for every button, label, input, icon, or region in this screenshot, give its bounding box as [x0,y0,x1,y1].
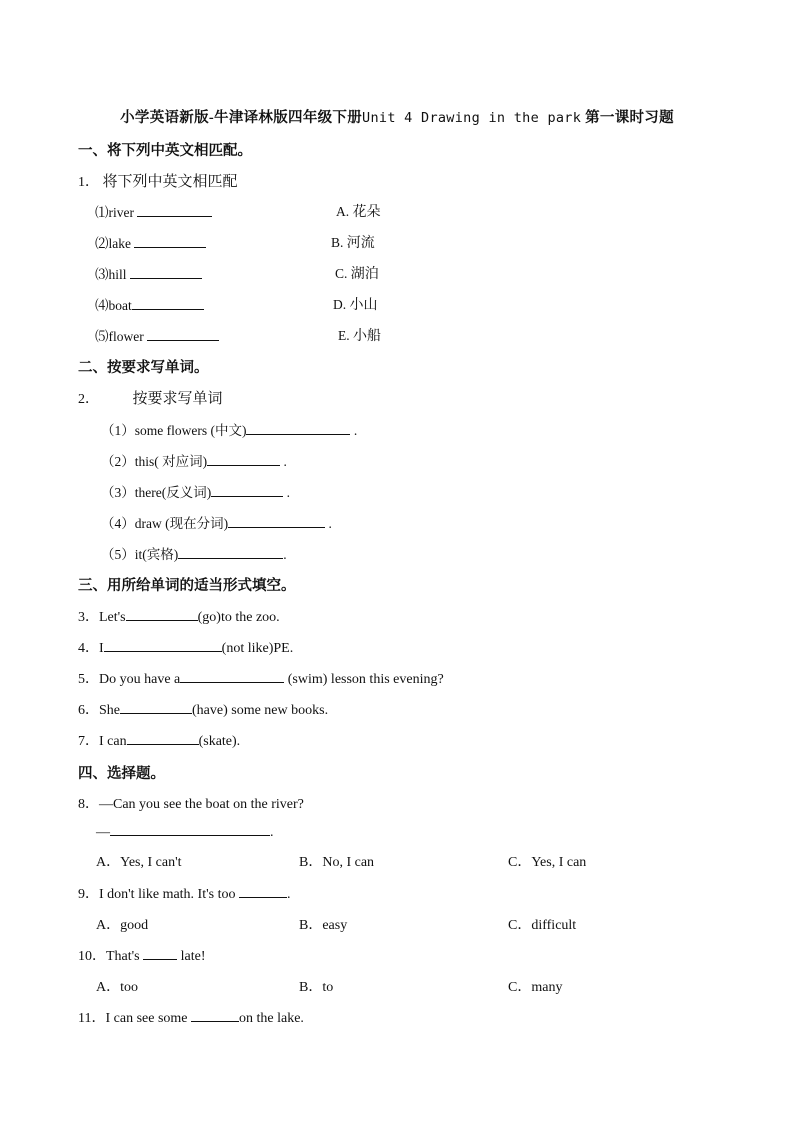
subquestion-4 [101,512,332,532]
question-2 [78,387,223,408]
subquestion-text: there(反义词) [134,485,212,500]
answer-blank[interactable] [126,608,198,621]
answer-blank[interactable] [228,515,325,528]
question-text: I can [99,734,127,749]
question-3 [78,606,280,626]
item-word: hill [108,267,127,282]
question-number: 8． [78,797,99,812]
match-item-2 [95,232,206,252]
answer-blank[interactable] [137,204,212,217]
subquestion-number: （5） [101,547,135,562]
dash: — [96,825,110,840]
match-option-b [331,232,375,252]
question-text: She [99,703,120,718]
item-number: ⑶ [95,267,109,282]
match-item-5 [95,325,219,345]
question-1 [78,170,238,191]
option-text: 小船 [353,328,381,344]
period: . [283,454,287,469]
period: . [286,485,290,500]
question-text: I can see some [105,1011,188,1026]
match-item-3 [95,263,202,283]
subquestion-text: some flowers (中文) [134,423,247,438]
question-number: 2． [78,392,99,407]
question-text: (not like)PE. [221,641,294,656]
match-option-d [333,294,378,314]
item-word: boat [108,298,132,313]
match-item-1 [95,201,212,221]
item-number: ⑴ [95,205,109,220]
answer-blank[interactable] [147,328,219,341]
title-part3: 第一课时习题 [585,110,674,126]
question-prompt: 按要求写单词 [132,389,223,407]
subquestion-number: （3） [101,485,135,500]
subquestion-number: （4） [101,516,135,531]
subquestion-1 [101,419,357,439]
question-number: 9． [78,887,99,902]
option-a[interactable]: A．too [96,980,138,995]
title-part1: 小学英语新版-牛津译林版四年级下册 [120,110,363,126]
question-4 [78,637,293,657]
answer-blank[interactable] [104,639,222,652]
answer-blank[interactable] [180,670,284,683]
question-prompt: 将下列中英文相匹配 [102,172,238,190]
period: . [286,887,291,902]
question-6 [78,699,328,719]
answer-blank[interactable] [110,823,270,836]
question-text: on the lake. [239,1011,304,1026]
option-letter: C. [335,266,348,281]
option-letter: D. [333,297,347,312]
subquestion-text: it(宾格) [134,547,179,562]
option-c[interactable]: C．Yes, I can [508,855,587,870]
subquestion-5 [101,543,287,563]
option-letter: A. [336,204,350,219]
question-text: I [99,641,104,656]
period: . [353,423,358,438]
period: . [328,516,332,531]
option-b[interactable]: B．No, I can [299,855,375,870]
item-word: river [108,205,134,220]
question-number: 4． [78,641,99,656]
answer-blank[interactable] [246,422,350,435]
option-c[interactable]: C．many [508,980,563,995]
section-heading-3: 三、用所给单词的适当形式填空。 [78,578,296,594]
subquestion-text: draw (现在分词) [134,516,229,531]
question-text: Do you have a [99,672,181,687]
item-number: ⑸ [95,329,109,344]
answer-blank[interactable] [207,453,280,466]
question-number: 3． [78,610,99,625]
question-text: (swim) lesson this evening? [287,672,444,687]
answer-blank[interactable] [120,701,192,714]
period: . [270,825,274,840]
option-a[interactable]: A．good [96,918,149,933]
match-option-e [338,325,381,345]
item-number: ⑵ [95,236,109,251]
period: . [283,547,287,562]
option-a[interactable]: A．Yes, I can't [96,855,182,870]
option-text: 小山 [349,297,378,313]
question-number: 6． [78,703,99,718]
item-word: flower [108,329,144,344]
answer-blank[interactable] [143,947,177,960]
section-heading-2: 二、按要求写单词。 [78,360,209,376]
answer-blank[interactable] [191,1009,239,1022]
title-part2: Unit 4 Drawing in the park [362,110,582,126]
question-number: 7． [78,734,99,749]
answer-blank[interactable] [127,732,199,745]
option-text: 河流 [346,235,375,251]
subquestion-2 [101,450,287,470]
item-word: lake [108,236,131,251]
section-heading-1: 一、将下列中英文相匹配。 [78,143,252,159]
section-heading-4: 四、选择题。 [78,766,165,782]
question-number: 5． [78,672,99,687]
match-option-a [336,201,381,221]
option-text: 花朵 [352,204,381,220]
question-text: (have) some new books. [192,703,329,718]
subquestion-number: （1） [101,423,135,438]
item-number: ⑷ [95,298,109,313]
option-c[interactable]: C．difficult [508,918,577,933]
question-text: late! [180,949,206,964]
answer-blank[interactable] [130,266,202,279]
question-8-answer-line [96,823,274,841]
question-text: (go)to the zoo. [197,610,280,625]
question-10 [78,945,206,965]
subquestion-3 [101,481,290,501]
option-b[interactable]: B．to [299,980,334,995]
answer-blank[interactable] [178,546,283,559]
option-text: 湖泊 [350,266,379,282]
question-7 [78,730,240,750]
question-9 [78,883,290,903]
question-text: Let's [99,610,126,625]
question-number: 1． [78,175,99,190]
question-text: That's [106,949,140,964]
option-letter: B. [331,235,344,250]
subquestion-text: this( 对应词) [134,454,208,469]
question-number: 10． [78,949,106,964]
question-text: (skate). [198,734,241,749]
question-11 [78,1007,304,1027]
answer-blank[interactable] [239,885,287,898]
match-item-4 [95,294,204,314]
question-text: I don't like math. It's too [99,887,236,902]
question-number: 11． [78,1011,106,1026]
answer-blank[interactable] [211,484,283,497]
subquestion-number: （2） [101,454,135,469]
answer-blank[interactable] [134,235,206,248]
page-title [0,106,794,127]
option-b[interactable]: B．easy [299,918,348,933]
answer-blank[interactable] [132,297,204,310]
option-letter: E. [338,328,350,343]
match-option-c [335,263,379,283]
question-8 [78,793,304,813]
question-5 [78,668,444,688]
question-text: —Can you see the boat on the river? [99,797,304,812]
